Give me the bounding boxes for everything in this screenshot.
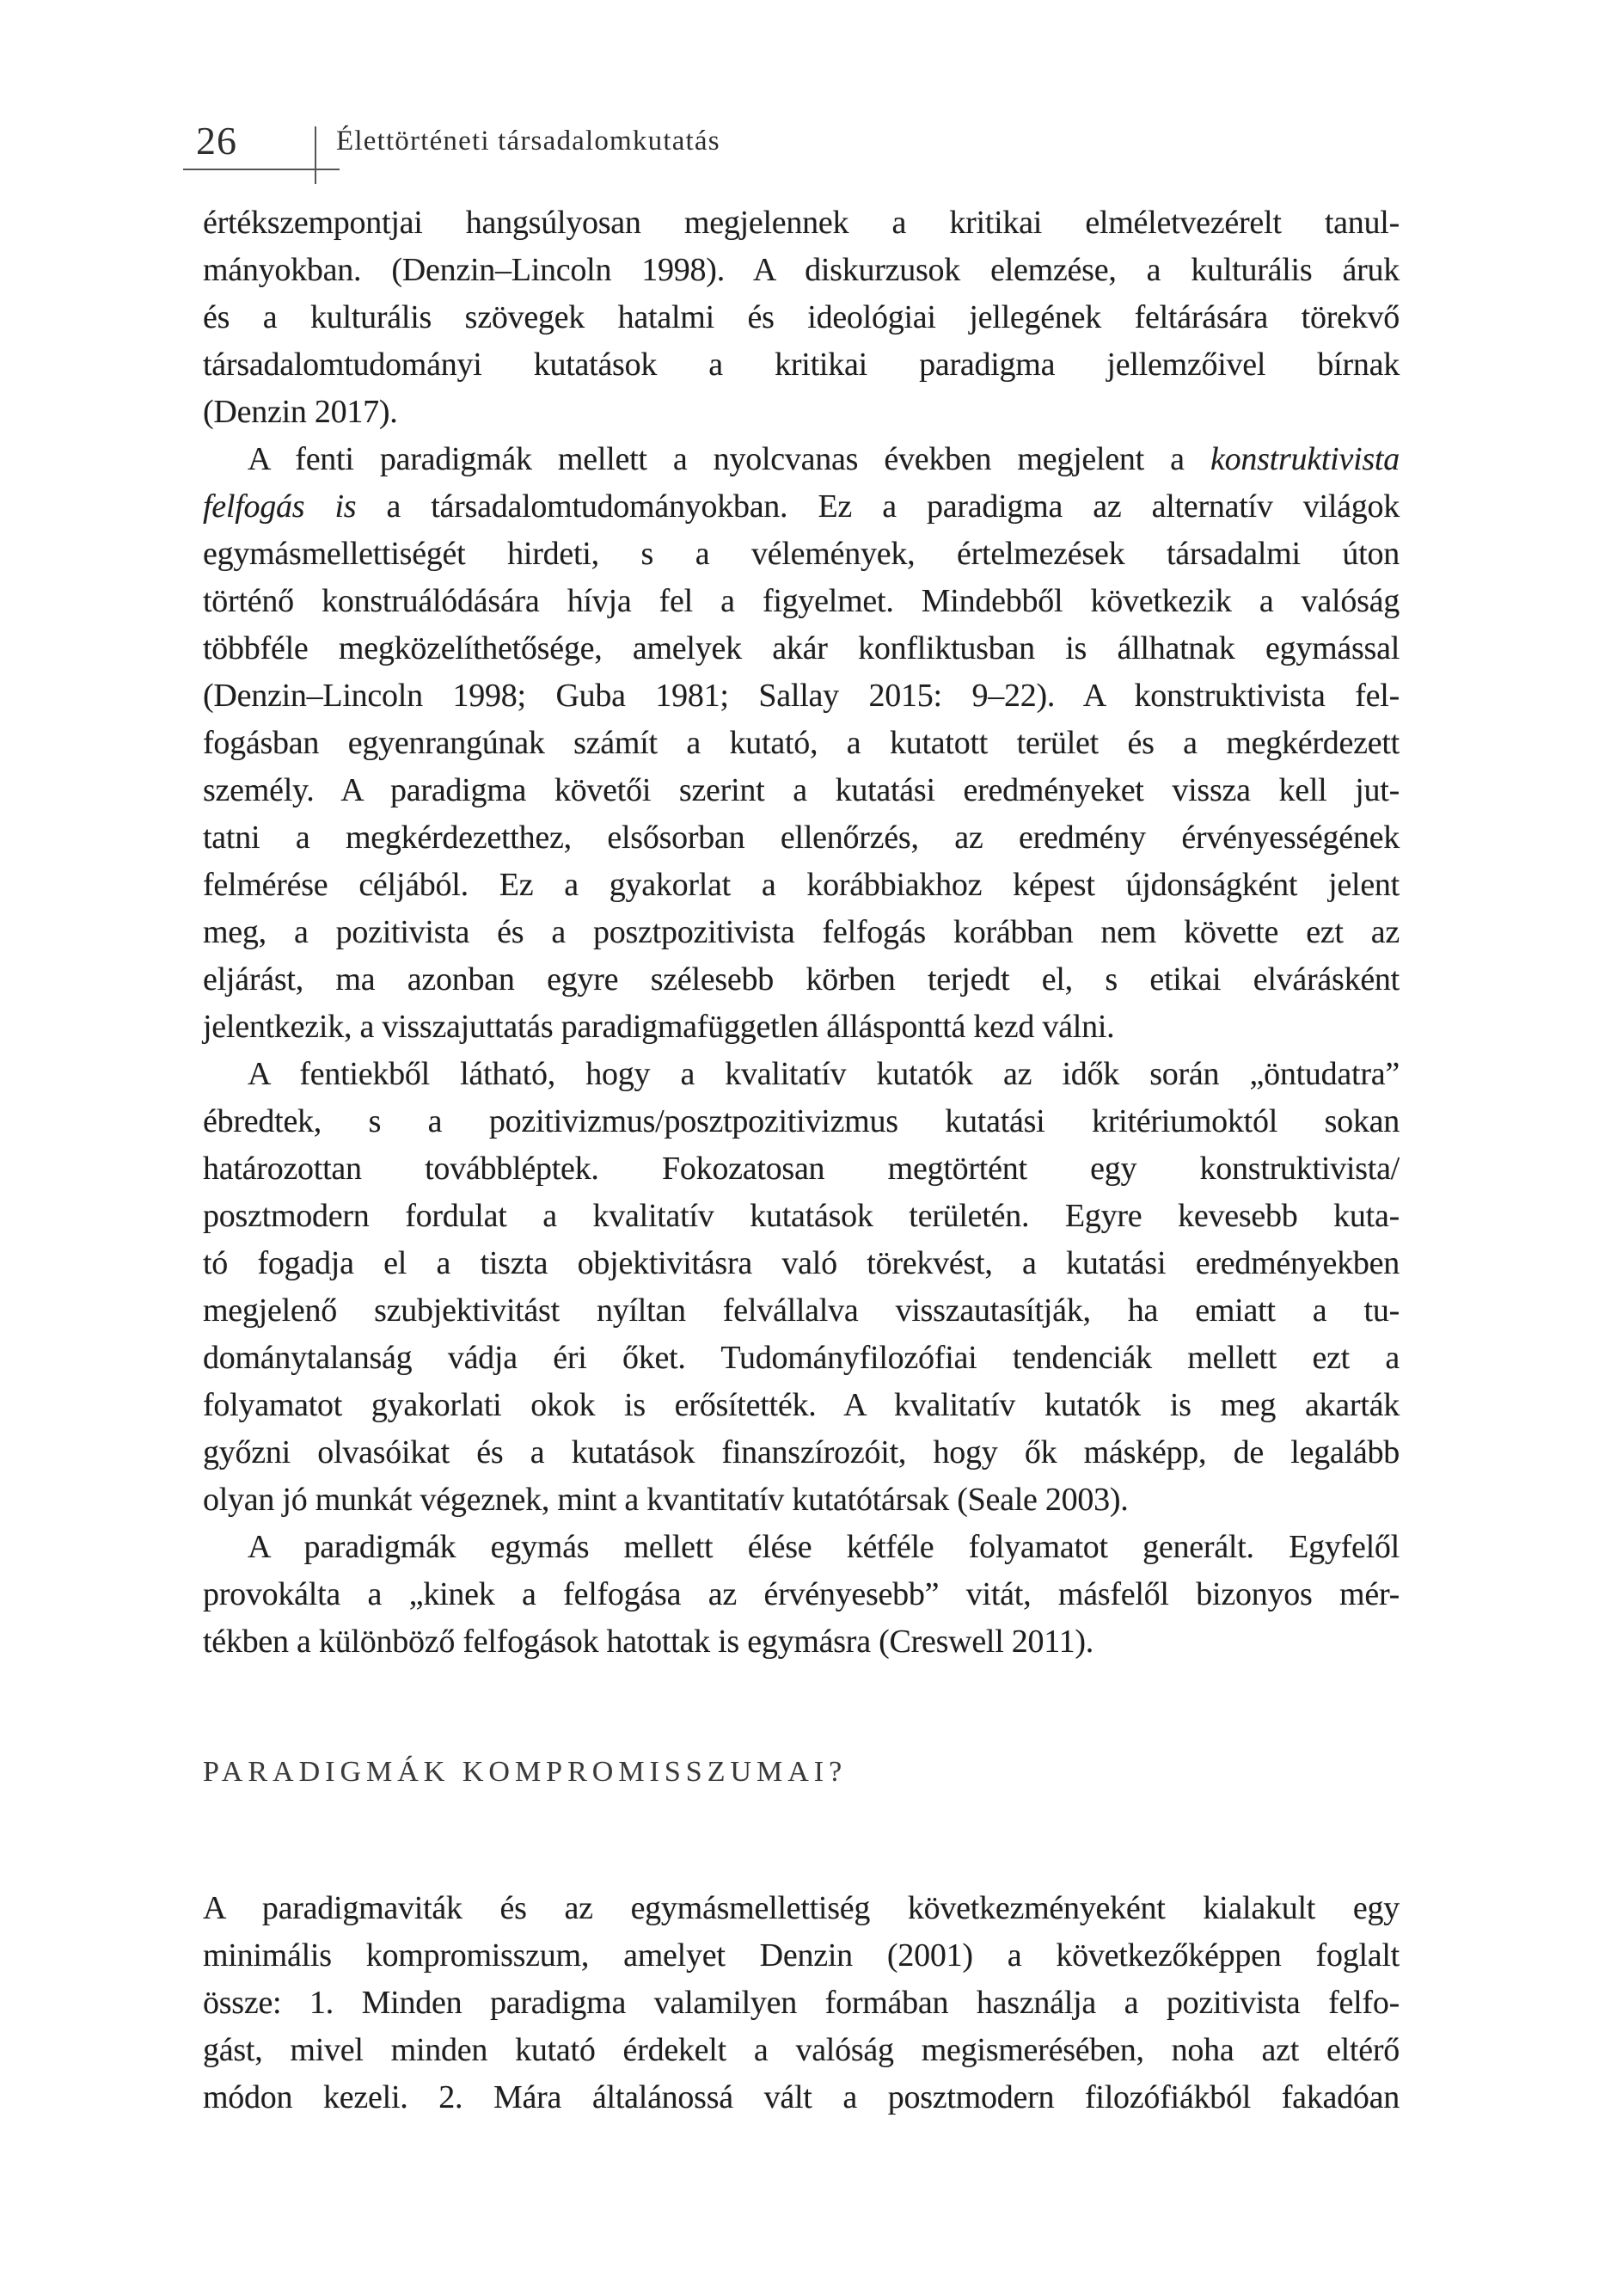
text-line: tó fogadja el a tiszta objektivitásra való törekvést, a kutatási eredményekben <box>203 1245 1400 1281</box>
text-line: gást, mivel minden kutató érdekelt a valóság megismerésében, noha azt eltérő <box>203 2032 1400 2068</box>
text-line: A fentiekből látható, hogy a kvalitatív kutatók az idők során „öntudatra” <box>248 1056 1400 1092</box>
text-line: értékszempontjai hangsúlyosan megjelennek a kritikai elméletvezérelt tanul- <box>203 205 1400 241</box>
text-line: módon kezeli. 2. Mára általánossá vált a posztmodern filozófiákból fakadóan <box>203 2079 1400 2115</box>
text-line: minimális kompromisszum, amelyet Denzin (2001) a következőképpen foglalt <box>203 1937 1400 1974</box>
text-line: dománytalanság vádja éri őket. Tudományfilozófiai tendenciák mellett ezt a <box>203 1340 1400 1376</box>
text-line: személy. A paradigma követői szerint a kutatási eredményeket vissza kell jut- <box>203 772 1400 808</box>
text-line: határozottan továbbléptek. Fokozatosan megtörtént egy konstruktivista/ <box>203 1151 1400 1187</box>
text-line: (Denzin–Lincoln 1998; Guba 1981; Sallay 2015: 9–22). A konstruktivista fel- <box>203 678 1400 714</box>
text-line: tékben a különböző felfogások hatottak is egymásra (Creswell 2011). <box>203 1624 1094 1660</box>
text-line: ébredtek, s a pozitivizmus/posztpozitivizmus kutatási kritériumoktól sokan <box>203 1103 1400 1139</box>
text-line: folyamatot gyakorlati okok is erősítették. A kvalitatív kutatók is meg akarták <box>203 1387 1400 1423</box>
text-line: provokálta a „kinek a felfogása az érvényesebb” vitát, másfelől bizonyos mér- <box>203 1576 1400 1612</box>
text-line: többféle megközelíthetősége, amelyek akár konfliktusban is állhatnak egymással <box>203 630 1400 666</box>
text-line: össze: 1. Minden paradigma valamilyen formában használja a pozitivista felfo- <box>203 1985 1400 2021</box>
text-line: olyan jó munkát végeznek, mint a kvantitatív kutatótársak (Seale 2003). <box>203 1482 1129 1518</box>
page-number: 26 <box>196 119 237 163</box>
text-line: történő konstruálódására hívja fel a figyelmet. Mindebből következik a valóság <box>203 583 1400 619</box>
paragraphs-bottom <box>203 1885 1400 2121</box>
paragraph <box>203 1524 1400 1666</box>
header-vertical-divider <box>315 126 316 184</box>
paragraphs-top <box>203 200 1400 1666</box>
text-line: egymásmellettiségét hirdeti, s a vélemények, értelmezések társadalmi úton <box>203 536 1400 572</box>
text-line: győzni olvasóikat és a kutatások finanszírozóit, hogy ők másképp, de legalább <box>203 1434 1400 1470</box>
text-line: A paradigmaviták és az egymásmellettiség következményeként kialakult egy <box>203 1890 1400 1926</box>
text-line: társadalomtudományi kutatások a kritikai paradigma jellemzőivel bírnak <box>203 347 1400 383</box>
text-line: A paradigmák egymás mellett élése kétféle folyamatot generált. Egyfelől <box>248 1529 1400 1565</box>
text-line: (Denzin 2017). <box>203 394 398 430</box>
text-line: fogásban egyenrangúnak számít a kutató, a kutatott terület és a megkérdezett <box>203 725 1400 761</box>
text-line: és a kulturális szövegek hatalmi és ideológiai jellegének feltárására törekvő <box>203 299 1400 335</box>
text-line: jelentkezik, a visszajuttatás paradigmafüggetlen állásponttá kezd válni. <box>203 1009 1115 1045</box>
text-line: A fenti paradigmák mellett a nyolcvanas években megjelent a konstruktivista <box>248 441 1400 477</box>
text-line: megjelenő szubjektivitást nyíltan felvállalva visszautasítják, ha emiatt a tu- <box>203 1292 1400 1329</box>
text-line: felmérése céljából. Ez a gyakorlat a korábbiakhoz képest újdonságként jelent <box>203 867 1400 903</box>
text-line: tatni a megkérdezetthez, elsősorban ellenőrzés, az eredmény érvényességének <box>203 820 1400 856</box>
running-title: Élettörténeti társadalomkutatás <box>336 126 720 157</box>
text-line: mányokban. (Denzin–Lincoln 1998). A diskurzusok elemzése, a kulturális áruk <box>203 252 1400 288</box>
text-line: felfogás is a társadalomtudományokban. Ez a paradigma az alternatív világok <box>203 488 1400 525</box>
text-line: meg, a pozitivista és a posztpozitivista felfogás korábban nem követte ezt az <box>203 914 1400 950</box>
paragraph <box>203 200 1400 436</box>
paragraph <box>203 1885 1400 2121</box>
body-text-column <box>203 200 1400 2121</box>
section-heading: PARADIGMÁK KOMPROMISSZUMAI? <box>203 1756 848 1788</box>
paragraph <box>203 436 1400 1051</box>
text-line: eljárást, ma azonban egyre szélesebb körben terjedt el, s etikai elvárásként <box>203 961 1400 998</box>
paragraph <box>203 1051 1400 1524</box>
text-line: posztmodern fordulat a kvalitatív kutatások területén. Egyre kevesebb kuta- <box>203 1198 1400 1234</box>
